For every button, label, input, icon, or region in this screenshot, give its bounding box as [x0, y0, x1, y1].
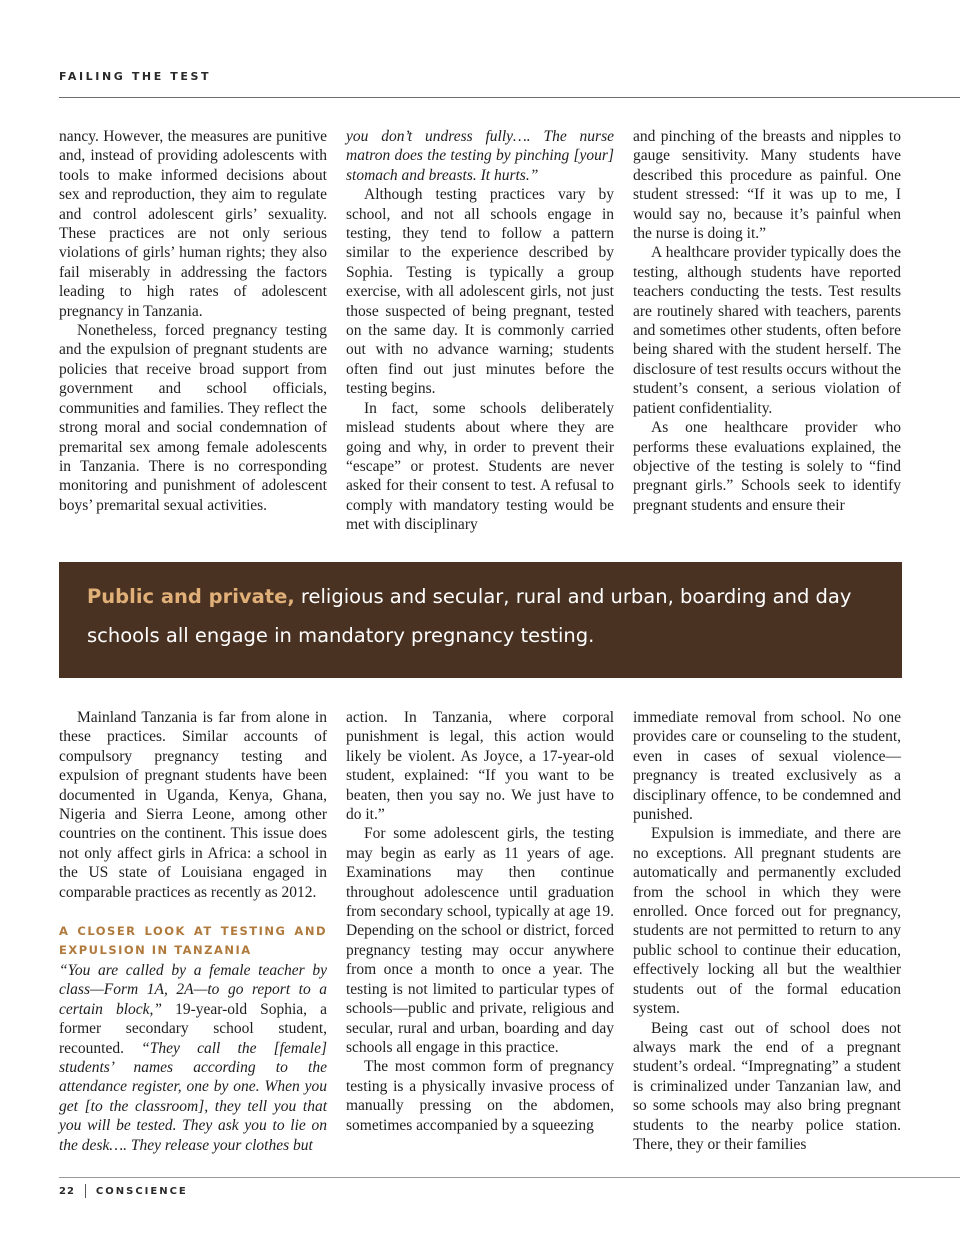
publication-name: CONSCIENCE [95, 1185, 188, 1197]
paragraph: For some adolescent girls, the testing may begin as early as 11 years of age. Examinations may then continue throughout adolescence until graduation from secondary school, typically at age 19. Depending on the school or district, forced pregnancy testing may occur anywhere from once a month to once a year. The testing is not limited to particular types of schools—public and private, religious and secular, rural and urban, boarding and day schools all engage in this practice. [346, 825, 614, 1056]
column-bottom-1 [59, 708, 327, 1158]
quote-continuation: you don’t undress fully…. The nurse matron does the testing by pinching [your] stomach and breasts. It hurts.” [346, 128, 614, 184]
footer [59, 1184, 188, 1198]
paragraph: Although testing practices vary by school, and not all schools engage in testing, they tend to follow a pattern similar to the experience described by Sophia. Testing is typically a group exercise, with all adolescent girls, not just those suspected of being pregnant, tested on the same day. It is commonly carried out with no advance warning; students often find out just minutes before the testing begins. [346, 186, 614, 398]
paragraph: The most common form of pregnancy testing is a physically invasive process of manually pressing on the abdomen, sometimes accompanied by a squeezing [346, 1058, 614, 1134]
column-top-2 [346, 127, 614, 547]
pull-quote-text: religious and secular, rural and urban, boarding and day schools all engage in mandatory pregnancy testing. [87, 585, 852, 647]
paragraph: A healthcare provider typically does the testing, although students have reported teachers conducting the tests. Test results are routinely shared with teachers, parents and sometimes other students, often before being shared with the student herself. The disclosure of test results occurs without the student’s consent, a serious violation of patient confidentiality. [633, 244, 901, 417]
quote-attribution: 19-year-old Sophia, a former secondary school student, recounted. [59, 1000, 327, 1057]
paragraph: action. In Tanzania, where corporal punishment is legal, this action would likely be violent. As Joyce, a 17-year-old student, explained: “If you want to be beaten, then you say no. We just have to do it.” [346, 709, 614, 824]
paragraph: As one healthcare provider who performs these evaluations explained, the objective of the testing is solely to “find pregnant girls.” Schools seek to identify pregnant students and ensure their [633, 419, 901, 514]
quote-italic: “They call the [female] students’ names according to the attendance register, one by one. When you get [to the classroom], they tell you that you will be tested. They ask you to lie on the desk…. They release your clothes but [59, 1039, 328, 1154]
paragraph: Being cast out of school does not always mark the end of a pregnant student’s ordeal. “Impregnating” a student is criminalized under Tanzanian law, and so some schools may also bring pregnant students to the nearby police station. There, they or their families [633, 1019, 901, 1153]
paragraph: immediate removal from school. No one provides care or counseling to the student, even in cases of sexual violence—pregnancy is treated exclusively as a disciplinary offence, to be condemned and punished. [633, 709, 901, 824]
footer-separator [85, 1184, 86, 1198]
page-number: 22 [59, 1185, 75, 1197]
paragraph: Mainland Tanzania is far from alone in these practices. Similar accounts of compulsory pregnancy testing and expulsion of pregnant students have been documented in Uganda, Kenya, Ghana, Nigeria and Sierra Leone, among other countries on the continent. This issue does not only affect girls in Africa: a school in the US state of Louisiana engaged in comparable practices as recently as 2012. [59, 709, 327, 901]
paragraph: and pinching of the breasts and nipples to gauge sensitivity. Many students have described this procedure as painful. One student stressed: “If it was up to me, I would say no, because it’s painful when the nurse is doing it.” [633, 128, 901, 243]
pull-quote-lead: Public and private, [87, 585, 295, 608]
paragraph: nancy. However, the measures are punitive and, instead of providing adolescents with tools to make informed decisions about sex and reproduction, they aim to regulate and control adolescent girls’ sexuality. These practices are not only serious violations of girls’ human rights; they also fail miserably in addressing the factors leading to high rates of adolescent pregnancy in Tanzania. [59, 128, 327, 320]
column-top-1 [59, 127, 327, 547]
column-bottom-2 [346, 708, 614, 1158]
section-label: FAILING THE TEST [59, 70, 212, 83]
pull-quote [59, 562, 902, 678]
header-divider [59, 97, 960, 98]
paragraph: Nonetheless, forced pregnancy testing and the expulsion of pregnant students are policies that receive broad support from government and school officials, communities and families. They reflect the strong moral and social condemnation of premarital sex among female adolescents in Tanzania. There is no corresponding monitoring and punishment of adolescent boys’ premarital sexual activities. [59, 322, 327, 514]
quote-paragraph [59, 961, 327, 1155]
column-bottom-3 [633, 708, 901, 1158]
paragraph: In fact, some schools deliberately mislead students about where they are going and why, in order to prevent their “escape” or protest. Students are never asked for their consent to test. A refusal to comply with mandatory testing would be met with disciplinary [346, 399, 614, 534]
footer-divider [59, 1177, 960, 1178]
subheading: A CLOSER LOOK AT TESTING AND EXPULSION IN TANZANIA [59, 924, 327, 958]
quote-italic: “You are called by a female teacher by class—Form 1A, 2A—to go report to a certain block,” [59, 961, 327, 1018]
paragraph: Expulsion is immediate, and there are no exceptions. All pregnant students are automatically and permanently excluded from the school in which they were enrolled. Once forced out for pregnancy, students are not permitted to return to any public school to continue their education, effectively locking all but the wealthier students out of the formal education system. [633, 825, 901, 1018]
column-top-3 [633, 127, 901, 547]
